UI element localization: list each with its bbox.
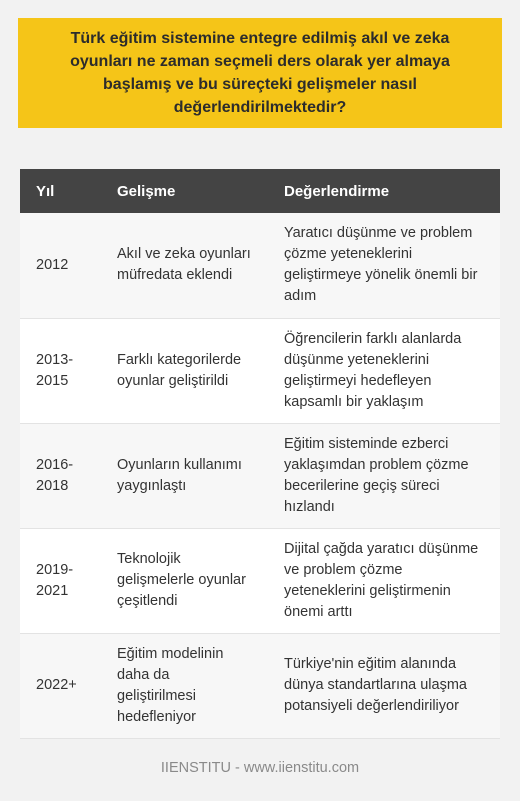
cell-evaluation: Eğitim sisteminde ezberci yaklaşımdan problem çözme becerilerine geçiş süreci hızlandı	[268, 423, 500, 528]
question-banner	[18, 18, 502, 128]
cell-development: Farklı kategorilerde oyunlar geliştirildi	[101, 318, 268, 423]
development-table	[20, 169, 500, 739]
cell-year: 2016-2018	[20, 423, 101, 528]
cell-year: 2013-2015	[20, 318, 101, 423]
cell-development: Akıl ve zeka oyunları müfredata eklendi	[101, 213, 268, 318]
table-row	[20, 318, 500, 423]
cell-development: Teknolojik gelişmelerle oyunlar çeşitlendi	[101, 528, 268, 633]
table-row	[20, 213, 500, 318]
cell-year: 2019-2021	[20, 528, 101, 633]
cell-development: Eğitim modelinin daha da geliştirilmesi hedefleniyor	[101, 633, 268, 738]
cell-evaluation: Dijital çağda yaratıcı düşünme ve problem çözme yeteneklerini geliştirmenin önemi arttı	[268, 528, 500, 633]
table-row	[20, 633, 500, 738]
table-row	[20, 528, 500, 633]
cell-evaluation: Yaratıcı düşünme ve problem çözme yeteneklerini geliştirmeye yönelik önemli bir adım	[268, 213, 500, 318]
question-text: Türk eğitim sistemine entegre edilmiş akıl ve zeka oyunları ne zaman seçmeli ders olarak yer almaya başlamış ve bu süreçteki gelişmeler nasıl değerlendirilmektedir?	[70, 30, 450, 116]
footer-credit: IIENSTITU - www.iienstitu.com	[160, 760, 360, 776]
header-year: Yıl	[20, 169, 101, 213]
cell-evaluation: Türkiye'nin eğitim alanında dünya standartlarına ulaşma potansiyeli değerlendiriliyor	[268, 633, 500, 738]
table-header-row	[20, 169, 500, 213]
header-evaluation: Değerlendirme	[268, 169, 500, 213]
cell-evaluation: Öğrencilerin farklı alanlarda düşünme yeteneklerini geliştirmeyi hedefleyen kapsamlı bir yaklaşım	[268, 318, 500, 423]
header-development: Gelişme	[101, 169, 268, 213]
cell-year: 2022+	[20, 633, 101, 738]
cell-development: Oyunların kullanımı yaygınlaştı	[101, 423, 268, 528]
cell-year: 2012	[20, 213, 101, 318]
table-row	[20, 423, 500, 528]
